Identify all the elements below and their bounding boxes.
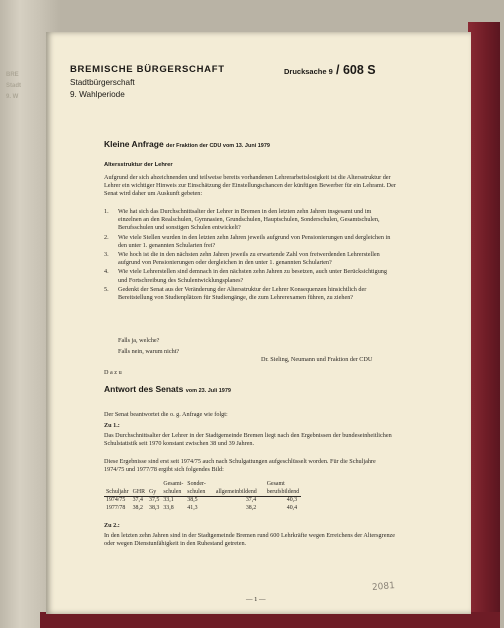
table-cell: 38,2 <box>245 504 257 511</box>
anfrage-heading <box>104 139 270 149</box>
antwort-date: vom 23. Juli 1979 <box>185 388 231 394</box>
previous-page-edge <box>6 70 46 103</box>
red-binder-cover-bottom <box>40 612 500 628</box>
antwort-heading <box>104 384 231 394</box>
zu2-paragraph-1: In den letzten zehn Jahren sind in der Stadtgemeinde Bremen rund 600 Lehrkräfte wegen Erreichens der Altersgrenze oder wegen Dienstunfähigkeit in den Ruhestand getreten. <box>104 532 396 548</box>
table-header-cell: Gy <box>147 481 161 497</box>
falls-nein: Falls nein, warum nicht? <box>118 348 180 355</box>
table-header-cell: GHR <box>131 481 147 497</box>
table-row <box>104 505 301 513</box>
antwort-title: Antwort des Senats <box>104 384 184 394</box>
org-title: BREMISCHE BÜRGERSCHAFT <box>70 64 225 75</box>
table-cell: 40,4 <box>286 504 298 511</box>
zu1-paragraph-2: Diese Ergebnisse sind erst seit 1974/75 auch nach Schulgattungen aufgeschlüsselt worden. Für die Schuljahre 1974/75 und 1977/78 ergibt sich folgendes Bild: <box>104 458 376 474</box>
table-cell: 37,4 <box>245 497 257 504</box>
page-number: — 1 — <box>246 596 266 603</box>
table-header-cell: Sonder- schulen <box>185 481 208 497</box>
anfrage-origin: der Fraktion der CDU vom 13. Juni 1979 <box>166 143 270 149</box>
document-page <box>46 32 471 614</box>
table-row <box>104 497 301 505</box>
red-binder-cover-right <box>468 22 500 622</box>
pencil-annotation: 2081 <box>371 581 396 593</box>
table-cell: 1977/78 <box>106 504 126 511</box>
anfrage-subject: Altersstruktur der Lehrer <box>104 162 173 168</box>
question-item: 5. Gedenkt der Senat aus der Veränderung der Altersstruktur der Lehrer Konsequenzen hinsichtlich der Bereitstellung von Studienplätzen für Studiengänge, die zum Lehrerexamen führen, zu ziehen? <box>104 285 367 302</box>
question-item: 2. Wie viele Stellen wurden in den letzten zehn Jahren jeweils aufgrund von Pensionierungen und dergleichen in den unter 1. genannten Schularten frei? <box>104 233 391 249</box>
table-cell: 38,3 <box>149 504 160 511</box>
table-header-cell: Gesamt- schulen <box>161 481 185 497</box>
table-cell: 40,3 <box>286 497 298 504</box>
drucksache-number: / 608 S <box>336 63 376 77</box>
ghost-line: Stadt <box>6 83 21 89</box>
anfrage-title: Kleine Anfrage <box>104 139 164 149</box>
zu1-label: Zu 1.: <box>104 422 120 429</box>
age-table <box>104 481 301 512</box>
question-item: 3. Wie hoch ist die in den nächsten zehn Jahren jeweils zu erwartende Zahl von freiwerdenden Lehrerstellen aufgrund von Pensionierungen oder dergleichen in den unter 1. genannten Schularten? <box>104 251 380 267</box>
legislative-period: 9. Wahlperiode <box>70 90 125 99</box>
question-list <box>104 208 396 303</box>
anfrage-intro: Aufgrund der sich abzeichnenden und teilweise bereits vorhandenen Lehrerarbeitslosigkeit ist die Altersstruktur der Lehrer ein wichtiger Hinweis zur Einschätzung der Einstellungschancen der künftigen Bewerber für ein Lehramt. Der Senat wird daher um Auskunft gebeten: <box>104 174 396 198</box>
ghost-line: 9. W <box>6 94 19 100</box>
falls-ja: Falls ja, welche? <box>118 337 160 344</box>
table-cell: 38,2 <box>132 504 143 511</box>
chamber-name: Stadtbürgerschaft <box>70 78 135 87</box>
table-cell: 41,3 <box>187 504 198 511</box>
signature: Dr. Sieling, Neumann und Fraktion der CDU <box>261 356 373 363</box>
dazu-label: D a z u <box>104 369 122 376</box>
zu1-paragraph-1: Das Durchschnittsalter der Lehrer in der Stadtgemeinde Bremen liegt nach den Ergebnissen der bundeseinheitlichen Schulstatistik seit 1970 konstant zwischen 38 und 39 Jahren. <box>104 432 392 448</box>
table-cell: 33,1 <box>163 497 174 504</box>
table-cell: 38,5 <box>187 497 198 504</box>
antwort-intro: Der Senat beantwortet die o. g. Anfrage wie folgt: <box>104 411 228 418</box>
question-item: 1. Wie hat sich das Durchschnittsalter der Lehrer in Bremen in den letzten zehn Jahren insgesamt und im einzelnen an den Realschulen, Gymnasien, Grundschulen, Hauptschulen, Sonderschulen, Gesamtschulen, Berufsschulen und sonstigen Schulen entwickelt? <box>104 208 380 232</box>
zu2-label: Zu 2.: <box>104 522 120 529</box>
table-cell: 33,8 <box>163 504 174 511</box>
table-header-cell: Schuljahr <box>104 481 131 497</box>
table-cell: 37,5 <box>149 497 160 504</box>
table-cell: 37,4 <box>132 497 143 504</box>
table-header-cell: allgemeinbildend <box>208 481 259 497</box>
drucksache-label: Drucksache 9 <box>284 67 333 76</box>
table-header-cell: Gesamt berufsbildend <box>259 481 301 497</box>
ghost-line: BRE <box>6 72 19 78</box>
question-item: 4. Wie viele Lehrerstellen sind demnach in den nächsten zehn Jahren zu besetzen, auch unter Berücksichtigung und Fortschreibung des Schulentwicklungsplanes? <box>104 268 387 284</box>
table-header-row <box>104 481 301 497</box>
table-cell: 1974/75 <box>106 497 126 504</box>
